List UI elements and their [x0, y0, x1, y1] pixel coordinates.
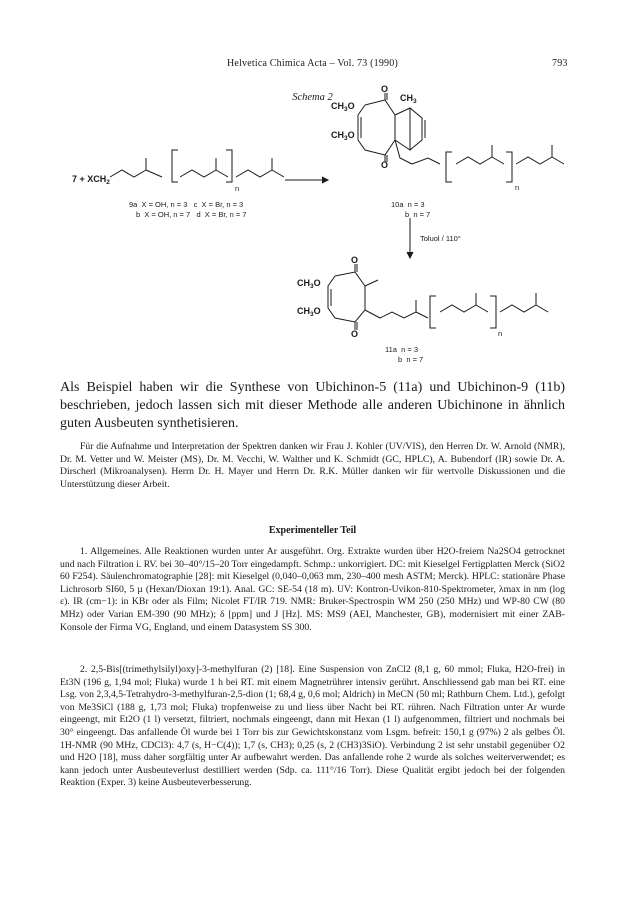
compound-10-label-line1: 10a n = 3 [391, 200, 425, 209]
product-10-structure [358, 93, 564, 182]
ch3o-upper-11: $CH_3O$ [297, 278, 321, 290]
ch3o-upper-10: $CH_3O$ [331, 101, 355, 113]
reactant-9-structure [110, 150, 284, 182]
compound-10-label-line2: b n = 7 [405, 210, 431, 219]
page-number: 793 [552, 58, 568, 69]
compound-9-label-line1: 9a X = OH, n = 3 c X = Br, n = 3 [129, 200, 244, 209]
ch3-10: $CH_3$ [400, 93, 417, 105]
reagent-label-7: $7 + XCH_2$ [72, 174, 110, 186]
product-11-structure [328, 264, 548, 330]
reagent-9-group: XCH [87, 174, 107, 184]
acknowledgement-paragraph: Für die Aufnahme und Interpretation der Spektren danken wir Frau J. Kohler (UV/VIS), den Herren Dr. W. Arnold (NMR), Dr. M. Vetter und W. Meister (MS), Dr. M. Vecchi, W. Walther und K. Schmidt (GC, HPLC), A. Bubendorf (IR) sowie Dr. A. Dirscherl (Mikroanalysen). Herrn Dr. H. Mayer und Herrn Dr. R.K. Müller danken wir für wertvolle Diskussionen und die Unterstützung dieser Arbeit. [60, 441, 565, 490]
reaction-conditions: Toluol / 110° [420, 234, 461, 243]
carbonyl-top-11: O [351, 255, 359, 265]
reagent-7: 7 + [72, 174, 85, 184]
carbonyl-bottom-10: O [381, 160, 389, 170]
scheme-title: Schema 2 [292, 92, 333, 103]
compound-11-label-line2: b n = 7 [398, 355, 424, 364]
compound-11-label-line1: 11a n = 3 [385, 345, 419, 354]
journal-title: Helvetica Chimica Acta – Vol. 73 (1990) [226, 58, 398, 69]
repeat-index-11: n [498, 329, 503, 338]
ch3o-lower-11: $CH_3O$ [297, 306, 321, 318]
carbonyl-top-10: O [381, 84, 389, 94]
repeat-index-9: n [235, 184, 240, 193]
intro-paragraph: Als Beispiel haben wir die Synthese von Ubichinon-5 (11a) und Ubichinon-9 (11b) beschrieben, jedoch lassen sich mit dieser Methode alle anderen Ubichinone in ähnlich guten Ausbeuten synthetisieren. [60, 380, 565, 431]
vertical-arrow [407, 218, 413, 258]
repeat-index-10: n [515, 183, 520, 192]
general-methods-paragraph: 1. Allgemeines. Alle Reaktionen wurden unter Ar ausgeführt. Org. Extrakte wurden über H2O-freiem Na2SO4 getrocknet und nach Filtration i. RV. bei 30–40°/15–20 Torr eingedampft. Schmp.: unkorrigiert. DC: mit Kieselgel Fertigplatten Merck (SiO2 60 F254). Säulenchromatographie [28]: mit Kieselgel (0,040–0,063 mm, 230–400 mesh ASTM; Merck). HPLC: stationäre Phase Lichrosorb SI60, 5 µ (Hexan/Dioxan 19:1). Anal. GC: SE-54 (18 m). UV: Kontron-Uvikon-810-Spektrometer, λmax in nm (log ε). IR (cm−1): in KBr oder als Film; Nicolet FT/IR 719. NMR: Bruker-Spectrospin WM 250 (250 MHz) und WP-80 CW (80 MHz) oder Varian EM-390 (90 MHz); δ [ppm] und J [Hz]. MS: MS9 (AEI, Manchester, GB), modernisiert mit einer ZAB-Konsole der Firma VG, England, und einem Datasystem SS 300. [60, 546, 565, 633]
reaction-arrow [285, 177, 328, 183]
ch3o-lower-10: $CH_3O$ [331, 130, 355, 142]
procedure-paragraph: 2. 2,5-Bis[(trimethylsilyl)oxy]-3-methylfuran (2) [18]. Eine Suspension von ZnCl2 (8,1 g, 60 mmol; Fluka, H2O-frei) in Et3N (196 g, 1,94 mol; Fluka) wurde 1 h bei RT. mit einem Magnetrührer intensiv gerührt. Anschliessend gab man bei RT. eine Lsg. von 2,3,4,5-Tetrahydro-3-methylfuran-2,5-dion (1; 68,4 g, 0,6 mol; Aldrich) in MeCN (50 ml; Rathburn Chem. Ltd.), gefolgt von Me3SiCl (188 g, 1,73 mol; Fluka) tropfenweise zu und liess über Nacht bei RT. rühren. Nach Filtration unter Ar wurde eingeengt, mit Et2O (1 l) versetzt, filtriert, nochmals eingeengt, dann mit Hexan (1 l) aufgenommen, filtriert und nochmals bei 30° eingeengt. Das anfallende Öl wurde bei 1 Torr bis zur Gewichtskonstanz vom Lsgm. befreit: 150,1 g (97%) 2 als gelbes Öl. 1H-NMR (90 MHz, CDCl3): 4,7 (s, H−C(4)); 1,7 (s, CH3); 0,25 (s, 2 (CH3)3SiO). Verbindung 2 ist sehr unstabil gegenüber O2 und H2O [18], muss daher sorgfältig unter Ar aufbewahrt werden. Das anfallende rohe 2 wurde als solches weiterverwendet; es kann jedoch unter Ausbeuteverlust destilliert werden (Sdp. ca. 111°/16 Torr). Diese Qualität ergibt jedoch bei der folgenden Reaktion (Exper. 3) keine Ausbeuteverbesserung. [60, 664, 565, 789]
compound-9-label-line2: b X = OH, n = 7 d X = Br, n = 7 [136, 210, 247, 219]
carbonyl-bottom-11: O [351, 329, 359, 339]
section-heading: Experimenteller Teil [268, 525, 357, 536]
